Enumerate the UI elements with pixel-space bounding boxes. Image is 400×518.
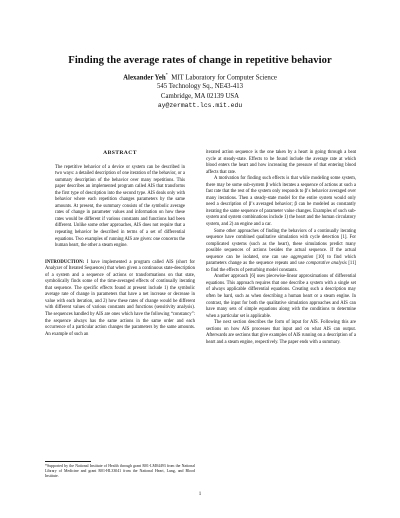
p3-emphasis-aggregation: aggregation <box>290 254 314 260</box>
footnote-rule <box>45 461 91 462</box>
right-paragraph-1: iterated action sequence is the one taken by a heart in going through a beat cycle at steady-state. Effects to be found include the average rate at which blood enters the heart and how increasing the pressure of that entering blood affects that rate. <box>206 150 356 175</box>
author-footnote-mark: * <box>165 72 168 77</box>
author-affiliation: MIT Laboratory for Computer Science <box>171 74 277 82</box>
right-column <box>206 150 356 346</box>
left-column <box>45 150 195 338</box>
abstract-text: The repetitive behavior of a device or system can be described in two ways: a detailed description of one iteration of the behavior, or a summary description of the behavior over many repetitions. This paper describes an implemented program called AIS that transforms the first type of description into the second type. AIS deals only with behavior where each repetition changes parameters by the same amounts. At present, the summary consists of the symbolic average rates of change in parameter values and information on how these rates would be different if various constants and functions had been different. Unlike some other approaches, AIS does not require that a repeating behavior be described in terms of a set of differential equations. Two examples of running AIS are given: one concerns the human heart, the other a steam engine. <box>55 164 185 249</box>
p3-text-b: [10] to find which parameters change as the sequence repeats and use <box>206 254 356 267</box>
author-line <box>0 70 400 82</box>
p3-text-a: Some other approaches of finding the behaviors of a continually iterating sequence have combined qualitative simulation with cycle detection [1]. For complicated systems (such as the heart), these simulations predict many possible sequences of actions besides the actual sequence. If the actual sequence can be isolated, one can use <box>206 228 356 260</box>
introduction-text: I have implemented a program called AIS (short for Analyzer of Iterated Sequences) that when given a continuous state-description of a system and a sequence of actions or transformations on that state, symbolically finds some of the time-averaged effects of continually iterating that sequence. The specific effects found at present include 1) the symbolic average rate of change in parameters that have a net increase or decrease in value with each iteration, and 2) how these rates of change would be different with different values of various constants and functions (sensitivity analysis). The sequences handled by AIS are ones which have the following “constancy”: the sequence always has the same actions in the same order and each occurrence of a particular action changes the parameters by the same amounts. An example of such an <box>45 259 195 337</box>
author-block <box>0 70 400 110</box>
p3-emphasis-comparative-analysis: comparative analysis <box>306 261 347 267</box>
author-email: ay@zermatt.lcs.mit.edu <box>157 101 243 109</box>
footnote-text: *Supported by the National Institute of Health through grant R01-LM04493 from the National Library of Medicine and grant R01-HL33041 from the National Heart, Lung, and Blood Institute. <box>45 464 195 479</box>
author-name: Alexander Yeh <box>123 74 166 82</box>
paper-title: Finding the average rates of change in repetitive behavior <box>68 55 332 66</box>
introduction-heading: INTRODUCTION: <box>45 259 85 265</box>
author-address-line1: 545 Technology Sq., NE43-413 <box>156 83 244 91</box>
p3-text-c: [11] to find the effects of perturbing model constants. <box>206 261 356 273</box>
page-number: 1 <box>198 492 202 497</box>
author-address-line2: Cambridge, MA 02139 USA <box>160 92 240 100</box>
abstract-section <box>45 165 195 250</box>
introduction-paragraph <box>45 260 195 339</box>
right-paragraph-3 <box>206 229 356 275</box>
footnote <box>45 461 195 479</box>
right-paragraph-5: The next section describes the form of input for AIS. Following this are sections on how AIS processes that input and on what AIS can output. Afterwards are sections that give examples of AIS running on a description of a heart and a steam engine, respectively. The paper ends with a summary. <box>206 320 356 345</box>
right-paragraph-4: Another approach [6] uses piecewise-linear approximations of differential equations. This approach requires that one describe a system with a single set of always applicable differential equations. Creating such a description may often be hard, such as when describing a human heart or a steam engine. In contrast, the input for both the qualitative simulation approaches and AIS can have many sets of simple equations along with the conditions to determine when a particular set is applicable. <box>206 274 356 319</box>
abstract-heading: ABSTRACT <box>103 150 137 156</box>
right-paragraph-2: A motivation for finding such effects is that while modeling some system, there may be some sub-system β which iterates a sequence of actions at such a fast rate that the rest of the system only responds to β’s behavior averaged over many iterations. Then a steady-state model for the entire system would only need a description of β’s averaged behavior; β can be modeled as constantly iterating the same sequence of parameter value changes. Examples of such sub-system and system combinations include 1) the heart and the human circulatory system, and 2) an engine and a car. <box>206 176 356 228</box>
